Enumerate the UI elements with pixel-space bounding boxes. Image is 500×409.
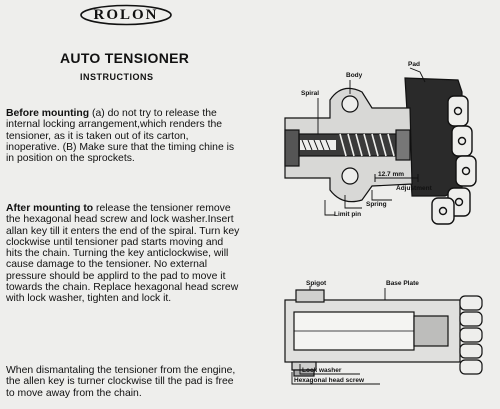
- label-spigot: Spigot: [306, 280, 327, 287]
- dismantling-text: When dismantaling the tensioner from the engine, the allen key is turner clockwise till the pad is free to move away from the chain.: [6, 365, 236, 399]
- adjustment-leader: [372, 190, 392, 200]
- label-spiral: Spiral: [301, 90, 320, 97]
- after-mounting-heading: After mounting to: [6, 203, 94, 214]
- side-chain: [460, 296, 482, 374]
- label-limit-pin: Limit pin: [334, 211, 362, 218]
- label-adjustment: Adjustment: [396, 185, 432, 192]
- before-mounting-heading: Before mounting: [6, 108, 90, 119]
- document-title: AUTO TENSIONER: [60, 50, 190, 66]
- label-base-plate: Base Plate: [386, 280, 419, 287]
- label-dimension: 12.7 mm: [378, 171, 405, 178]
- label-spring: Spring: [366, 201, 387, 208]
- label-lock-washer: Lock washer: [302, 367, 342, 374]
- before-mounting-text: (a) do not try to release the internal locking arrangement,which renders the tensioner, as it is taken out of its carton, inoperative. (B) Make sure that the timing chine is in position on the sprockets.: [6, 108, 235, 165]
- label-pad: Pad: [408, 61, 420, 68]
- label-body: Body: [346, 72, 363, 79]
- document-subtitle: INSTRUCTIONS: [80, 72, 154, 82]
- after-mounting-text: release the tensioner remove the hexagonal head screw and lock washer.Insert allan key till it enters the end of the spiral. Turn key clockwise until tensioner pad starts moving and hits the chain. Turning the key anticlockwise, will cause damage to the tensioner. No external pressure should be applird to the pad to move it towards the chain. Replace hexagonal head screw with lock washer, tighten and lock it.: [6, 203, 240, 305]
- label-hex-screw: Hexagonal head screw: [294, 377, 365, 384]
- brand-name: ROLON: [93, 7, 159, 23]
